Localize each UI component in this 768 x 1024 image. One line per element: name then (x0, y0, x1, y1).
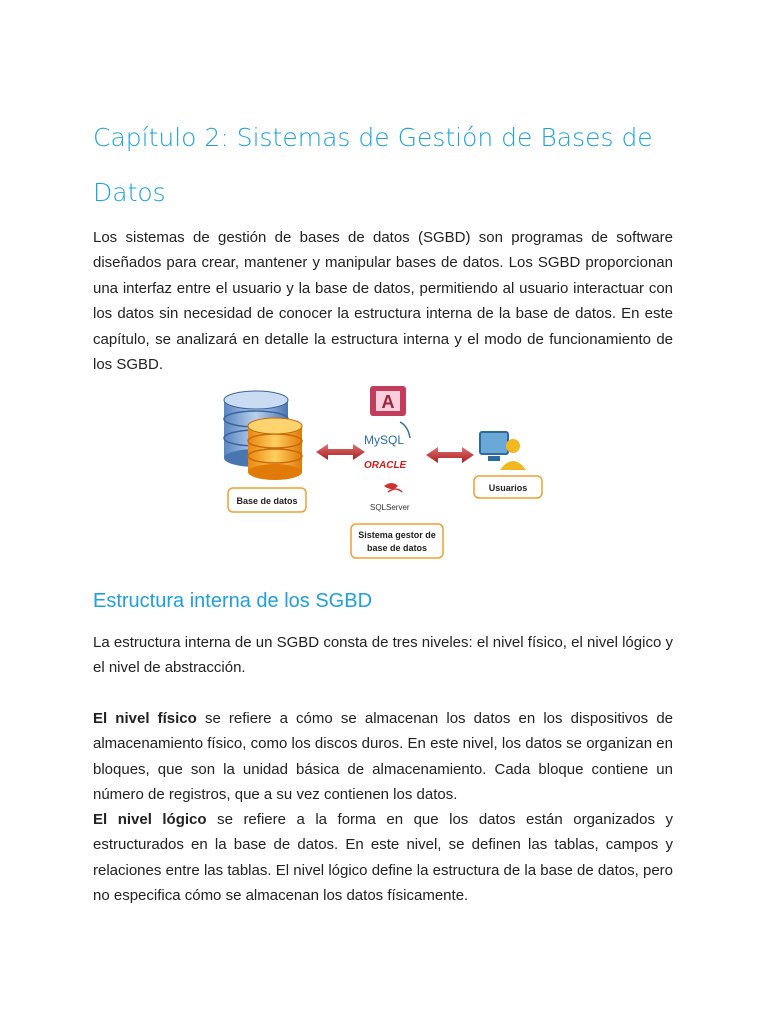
nivel-fisico-text: se refiere a cómo se almacenan los datos en los dispositivos de almacenamiento físico, como los discos duros. En este nivel, los datos se organizan en bloques, que son la unidad básica de almacenamiento. Cada bloque contiene un número de registros, que a su vez contienen los datos. (93, 710, 673, 804)
double-arrow-left (316, 444, 365, 460)
sqlserver-logo: SQLServer (370, 503, 410, 512)
nivel-logico-paragraph (93, 807, 673, 909)
section-intro-paragraph: La estructura interna de un SGBD consta de tres niveles: el nivel físico, el nivel lógico y el nivel de abstracción. (93, 634, 673, 677)
nivel-logico-text: se refiere a la forma en que los datos están organizados y estructurados en la base de datos. En este nivel, se definen las tablas, campos y relaciones entre las tablas. El nivel lógico define la estructura de la base de datos, pero no especifica cómo se almacenan los datos físicamente. (93, 811, 673, 905)
db-label: Base de datos (236, 496, 298, 506)
double-arrow-right (426, 447, 474, 463)
access-logo-icon (370, 386, 406, 416)
nivel-fisico-paragraph (93, 706, 673, 808)
user-computer-icon (480, 432, 526, 470)
chapter-title: Capítulo 2: Sistemas de Gestión de Bases de Datos (93, 123, 653, 207)
users-label: Usuarios (488, 483, 528, 493)
oracle-logo: ORACLE (364, 460, 407, 471)
database-icon-orange (248, 418, 302, 480)
sgbd-diagram (218, 382, 548, 560)
section-heading: Estructura interna de los SGBD (93, 590, 373, 612)
mysql-logo: MySQL (364, 433, 405, 447)
sqlserver-logo-icon (384, 483, 402, 492)
svg-text:A: A (381, 392, 395, 412)
intro-paragraph: Los sistemas de gestión de bases de datos (SGBD) son programas de software diseñados para crear, mantener y manipular bases de datos. Los SGBD proporcionan una interfaz entre el usuario y la base de datos, permitiendo al usuario interactuar con los datos sin necesidad de conocer la estructura interna de la base de datos. En este capítulo, se analizará en detalle la estructura interna y el modo de funcionamiento de los SGBD. (93, 229, 673, 374)
sgbd-label-line1: Sistema gestor de (358, 530, 436, 540)
nivel-logico-term: El nivel lógico (93, 811, 207, 828)
nivel-fisico-term: El nivel físico (93, 710, 197, 727)
sgbd-label-line2: base de datos (366, 543, 428, 553)
sgbd-diagram-svg (218, 382, 548, 560)
